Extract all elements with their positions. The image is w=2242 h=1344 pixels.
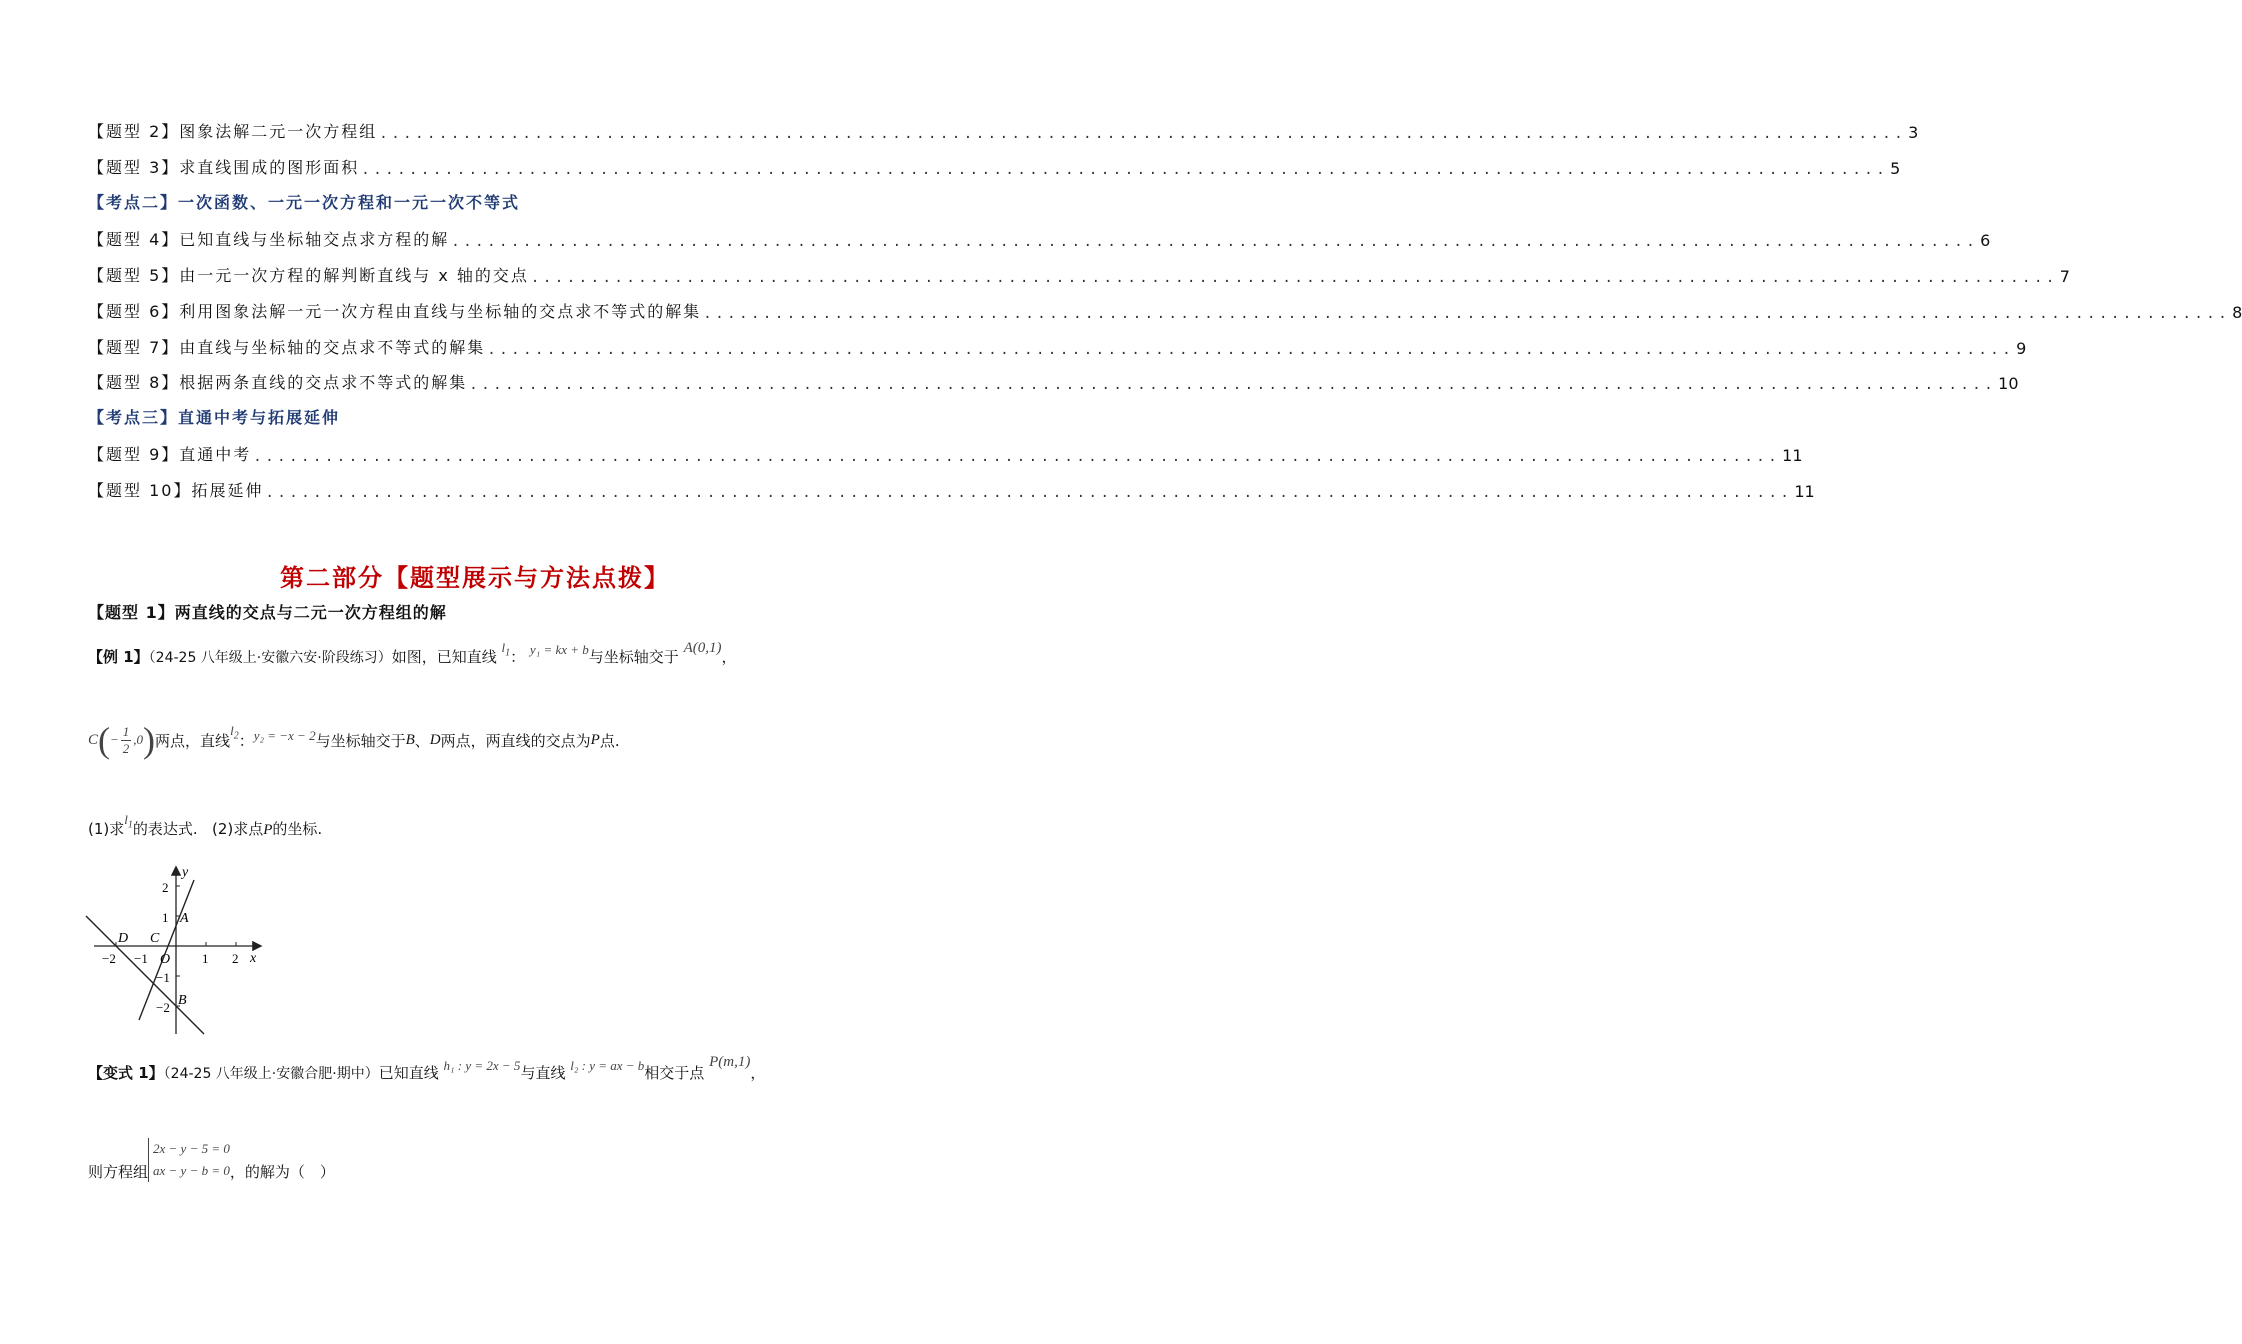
toc-label: 【题型 6】利用图象法解一元一次方程由直线与坐标轴的交点求不等式的解集 [88,302,702,321]
toc-leader: ................................................................................................................................ [265,485,1793,501]
toc-row[interactable] [88,226,1991,250]
toc-label: 【题型 10】拓展延伸 [88,481,264,500]
tick-label: −2 [102,951,116,966]
toc-row[interactable] [88,369,2019,393]
coordinate-graph [84,862,269,1042]
type1-heading: 【题型 1】两直线的交点与二元一次方程组的解 [88,603,447,622]
tick-label: 1 [202,951,209,966]
toc-row[interactable] [88,262,2070,286]
toc-label: 【题型 7】由直线与坐标轴的交点求不等式的解集 [88,338,486,357]
comma: ， [721,648,737,666]
toc-label: 【题型 4】已知直线与坐标轴交点求方程的解 [88,230,450,249]
equation-l2: y₂ = −x − 2 [253,728,316,743]
example1-questions: (1)求$l_1$的表达式. (2)求点P的坐标. [88,812,323,838]
origin-label: O [160,952,171,967]
toc-label: 【题型 9】直通中考 [88,445,252,464]
fraction-half: $\frac{1}{2}$ [122,723,130,756]
toc-leader: ................................................................................................................................ [361,162,1889,178]
toc-label: 【题型 3】求直线围成的图形面积 [88,158,360,177]
tick-label: −2 [156,1000,170,1015]
point-label-d: D [118,931,129,946]
example-text: 两点，直线 [155,731,231,750]
point-label-c: C [150,931,160,946]
toc-page: 10 [1998,374,2019,393]
example-text: 与坐标轴交于 [588,648,679,666]
toc-page: 11 [1782,446,1803,465]
tick-label: 2 [232,951,239,966]
section-heading[interactable]: 【考点二】一次函数、一元一次方程和一元一次不等式 [88,193,521,212]
tick-label: 1 [162,910,169,925]
line-l2: $l_2$ [230,722,239,742]
x-axis-label: x [250,951,257,966]
toc-leader: ................................................................................................................................ [253,449,1781,465]
toc-page: 6 [1980,231,1991,250]
toc-row[interactable] [88,154,1901,178]
toc-row[interactable] [88,118,1919,142]
point-c: C [88,731,99,748]
toc-leader: ................................................................................................................................ [703,306,2231,322]
example-tag: 【例 1】 [88,648,149,666]
toc-leader: ................................................................................................................................ [469,377,1997,393]
line-l2-graph [86,916,204,1034]
equation-l2: l₂ : y = ax − b [570,1058,645,1073]
tick-label: −1 [134,951,148,966]
toc-page: 7 [2059,267,2070,286]
example-text: 与坐标轴交于 [315,731,406,750]
toc-page: 3 [1908,123,1919,142]
toc-label: 【题型 8】根据两条直线的交点求不等式的解集 [88,373,468,392]
example-text: 如图，已知直线 [391,648,497,666]
section-heading[interactable]: 【考点三】直通中考与拓展延伸 [88,408,341,427]
variant1-line1: 【变式 1】（24-25 八年级上·安徽合肥·期中）已知直线 h₁ : y = 2x − 5与直线 l₂ : y = ax − b相交于点 P(m,1)， [88,1054,766,1082]
equation-l1: y₁ = kx + b [529,642,589,657]
toc-leader: ................................................................................................................................ [530,270,2058,286]
example1-line1 [88,640,737,669]
tick-label: −1 [156,970,170,985]
toc-row[interactable] [88,477,1815,501]
variant-source: （24-25 八年级上·安徽合肥·期中） [163,1066,379,1082]
colon: ： [510,648,526,666]
point-label-a: A [180,911,189,926]
part-title: 第二部分【题型展示与方法点拨】 [280,564,670,592]
variant-tag: 【变式 1】 [88,1064,164,1082]
point-p: P(m,1) [709,1054,751,1070]
toc-leader: ................................................................................................................................ [451,234,1979,250]
toc-row[interactable] [88,334,2027,358]
example-source: （24-25 八年级上·安徽六安·阶段练习） [148,650,392,666]
point-a: A(0,1) [683,640,722,656]
toc-leader: ................................................................................................................................ [487,342,2015,358]
equation-system: 2x − y − 5 = 0 ax − y − b = 0 [148,1138,230,1182]
toc-page: 5 [1890,159,1901,178]
variant1-line2: 则方程组 2x − y − 5 = 0 ax − y − b = 0 ，的解为（ ） [88,1138,335,1182]
y-axis-label: y [182,865,189,880]
toc-label: 【题型 5】由一元一次方程的解判断直线与 x 轴的交点 [88,266,529,285]
example1-line2: C ( − $\frac{1}{2}$ ,0 ) 两点，直线 $l_2$ ： y₂ = −x − 2 与坐标轴交于 B 、 D 两点，两直线的交点为 P 点. [88,720,620,760]
toc-page: 9 [2016,339,2027,358]
toc-row[interactable] [88,298,2242,322]
point-label-b: B [178,993,187,1008]
toc-label: 【题型 2】图象法解二元一次方程组 [88,122,378,141]
toc-page: 8 [2232,303,2242,322]
toc-leader: ................................................................................................................................ [379,126,1907,142]
line-l1: $l_1$ [501,640,511,659]
tick-label: 2 [162,880,169,895]
toc-page: 11 [1794,482,1815,501]
equation-h1: h₁ : y = 2x − 5 [443,1058,521,1073]
toc-row[interactable] [88,441,1803,465]
